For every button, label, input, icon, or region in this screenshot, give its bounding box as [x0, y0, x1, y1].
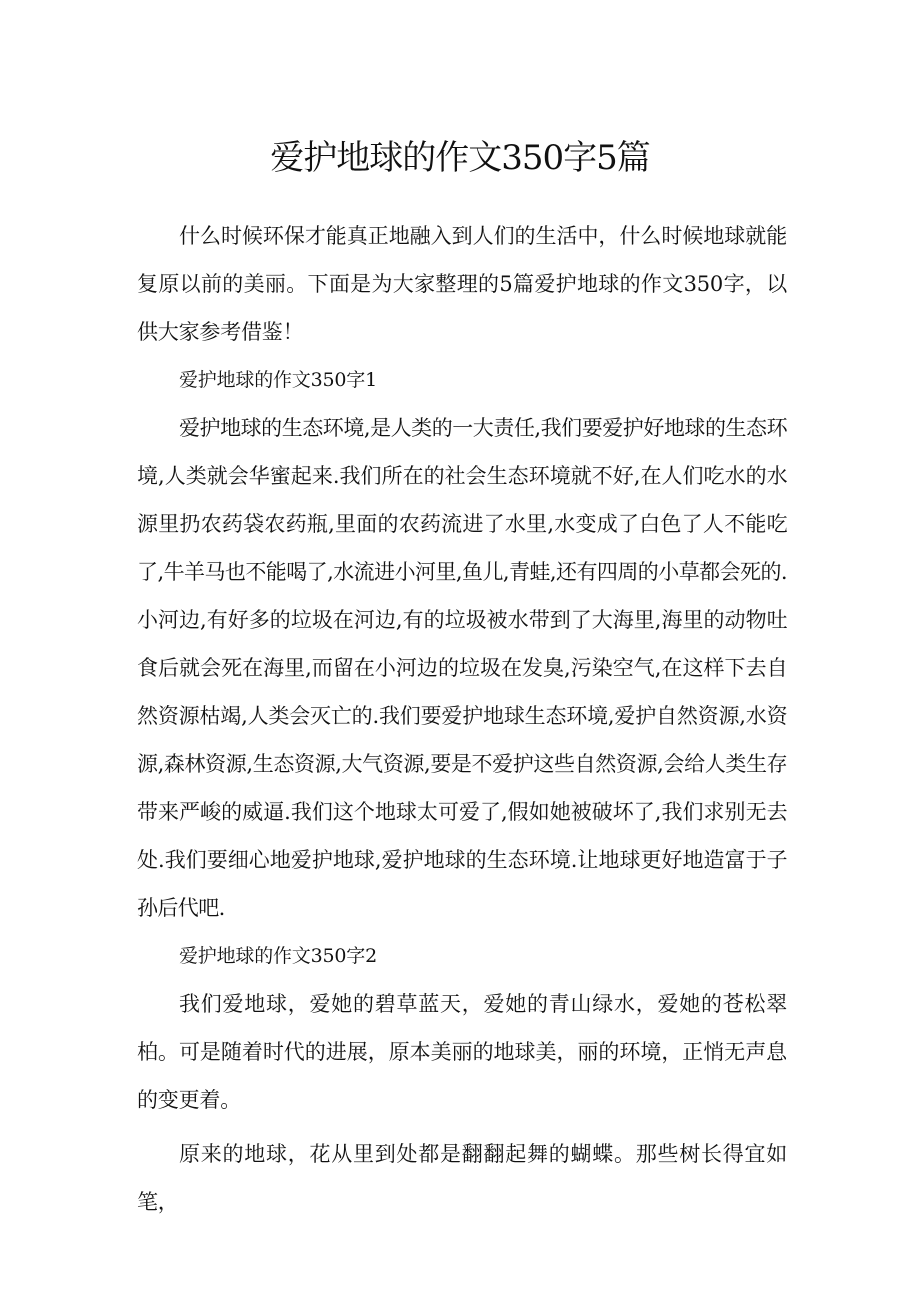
- document-title: 爱护地球的作文350字5篇: [270, 138, 650, 178]
- section-heading-2: 爱护地球的作文350字2: [179, 945, 377, 967]
- section-2-paragraph-1: 我们爱地球，爱她的碧草蓝天，爱她的青山绿水，爱她的苍松翠柏。可是随着时代的进展，原本美丽的地球美，丽的环境，正悄无声息的变更着。: [137, 992, 787, 1112]
- section-heading-1: 爱护地球的作文350字1: [179, 369, 377, 391]
- section-2-paragraph-2: 原来的地球，花从里到处都是翻翻起舞的蝴蝶。那些树长得宜如笔，: [137, 1142, 787, 1214]
- section-1-paragraph-1: 爱护地球的生态环境,是人类的一大责任,我们要爱护好地球的生态环境,人类就会华蜜起来.我们所在的社会生态环境就不好,在人们吃水的水源里扔农药袋农药瓶,里面的农药流进了水里,水变成了白色了人不能吃了,牛羊马也不能喝了,水流进小河里,鱼儿,青蛙,还有四周的小草都会死的.小河边,有好多的垃圾在河边,有的垃圾被水带到了大海里,海里的动物吐食后就会死在海里,而留在小河边的垃圾在发臭,污染空气,在这样下去自然资源枯竭,人类会灭亡的.我们要爱护地球生态环境,爱护自然资源,水资源,森林资源,生态资源,大气资源,要是不爱护这些自然资源,会给人类生存带来严峻的威逼.我们这个地球太可爱了,假如她被破坏了,我们求别无去处.我们要细心地爱护地球,爱护地球的生态环境.让地球更好地造富于子孙后代吧.: [137, 416, 787, 920]
- document-body: [137, 212, 787, 1226]
- intro-paragraph: 什么时候环保才能真正地融入到人们的生活中，什么时候地球就能复原以前的美丽。下面是为大家整理的5篇爱护地球的作文350字，以供大家参考借鉴！: [137, 224, 787, 344]
